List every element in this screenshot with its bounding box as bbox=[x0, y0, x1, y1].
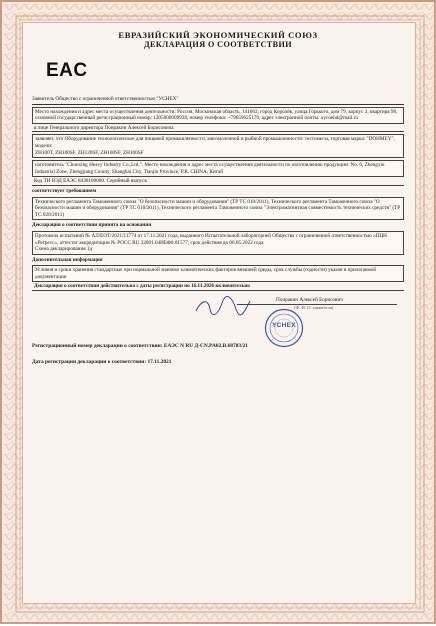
handwritten-signature bbox=[192, 295, 252, 317]
additional-text: Условия и сроки хранения стандартные при нормальной значимо климатических факторов внешней среды, срок службы (годности) указан в прилагаемой документации bbox=[32, 265, 404, 282]
manufacturer-info: изготовитель "Chunxing Heavy Industry Co.,Ltd.". Место нахождения и адрес места осуществления деятельности по изготовлению продукции: No. 6, Zhengxiu Industrial Zone, Zhengjiang County, Shanghai City, Tianjin Province, P.R. CHINA, Китай bbox=[32, 160, 404, 177]
eac-logo: EAC bbox=[46, 60, 88, 81]
declaration-title: ДЕКЛАРАЦИЯ О СООТВЕТСТВИИ bbox=[143, 40, 293, 49]
product-models: ZH100T, ZH100SF, ZH120SF, ZH100SF, ZH100SF bbox=[35, 149, 144, 156]
basis-protocol: Протокола испытаний № АЛ/ЕОТ/2021/11774 от 17.11.2021 года, выданного Испытательной лабораторией Общества с ограниченной ответственностью «ПЦН «Регресс», аттестат аккредитации № РОСС RU.32001.04ИБФ0.01577, срок действия до 06.05.2022 года bbox=[35, 232, 387, 246]
stamp-label: YCHEX bbox=[272, 322, 296, 330]
signatory-role: (Ф. И. О. заявителя) bbox=[294, 305, 334, 311]
validity-line: Декларация о соответствии действительна с даты регистрации по 16.11.2026 включительно bbox=[32, 282, 404, 291]
hs-code-line: Код ТН ВЭД ЕАЭС 8438100000. Серийный выпуск bbox=[32, 177, 404, 186]
declarant-line: Заявитель Общество с ограниченной ответственностью "УСНЕХ" bbox=[32, 96, 404, 105]
product-text: заявляет, что Оборудование технологическое для пищевой промышленности, мясомолочной и рыбной промышленности: тестомесы, торговая марка: "DOHMEY", модели: bbox=[35, 136, 395, 149]
additional-heading: Дополнительная информация bbox=[32, 256, 103, 263]
signatory-name: Поиракин Алексей Борисович bbox=[276, 297, 343, 304]
product-description bbox=[32, 134, 404, 158]
requirements-text: Технического регламента Таможенного союза "О безопасности машин и оборудования" (ТР ТС 010/2011), Технического регламента Таможенного союза "О безопасности машин и оборудования" (ТР ТС 010/2011), Технического регламента Таможенного союза "Электромагнитная совместимость технических средств" (ТР ТС 020/2011) bbox=[32, 197, 404, 221]
basis-scheme: Схема декларирования 1д bbox=[35, 246, 93, 253]
representative-line: в лице Генерального директора Поиракин Алексей Борисовича bbox=[32, 124, 404, 133]
registration-date: Дата регистрации декларации о соответствии: 17.11.2021 bbox=[32, 358, 172, 365]
basis-heading: Декларация о соответствии принята на основании bbox=[32, 222, 152, 229]
requirements-heading: соответствует требованиям bbox=[32, 187, 97, 194]
declarant-address: Место нахождения и адрес места осуществления деятельности: Россия, Московская область, 141062, город Королёв, улица Горького, дом 79, корпус 2, квартира 98, основной государственный регистрационный номер: 1205000009938, номер телефона: +79659625170, адрес электронной почты: uycnehd@mail.ru bbox=[32, 107, 404, 124]
declaration-content bbox=[32, 28, 404, 365]
signature-area bbox=[32, 297, 404, 339]
union-title: ЕВРАЗИЙСКИЙ ЭКОНОМИЧЕСКИЙ СОЮЗ bbox=[118, 30, 318, 40]
basis-text bbox=[32, 231, 404, 255]
registration-number: Регистрационный номер декларации о соответствии: ЕАЭС N RU Д-CN.PA02.B.68783/21 bbox=[32, 343, 248, 350]
